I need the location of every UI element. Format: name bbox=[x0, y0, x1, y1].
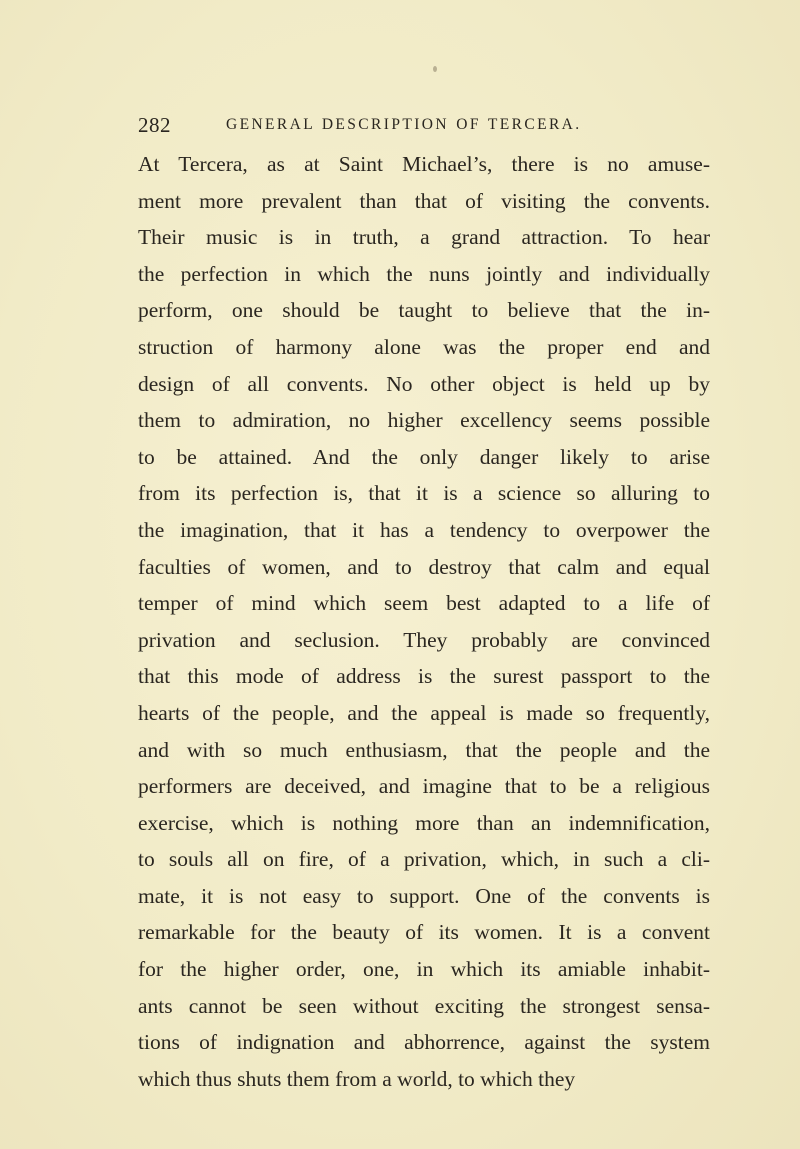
page-header bbox=[138, 113, 658, 143]
text-line: which thus shuts them from a world, to which they bbox=[138, 1066, 576, 1091]
text-line: At Tercera, as at Saint Michael’s, there is no amuse- bbox=[138, 152, 710, 176]
text-line: for the higher order, one, in which its amiable inhabit- bbox=[138, 957, 710, 982]
text-line: to souls all on fire, of a privation, which, in such a cli- bbox=[138, 847, 710, 872]
text-line: design of all convents. No other object is held up by bbox=[138, 371, 710, 396]
text-line: performers are deceived, and imagine that to be a religious bbox=[138, 774, 710, 799]
text-line: the perfection in which the nuns jointly and individually bbox=[138, 261, 710, 286]
text-line: remarkable for the beauty of its women. It is a convent bbox=[138, 920, 710, 945]
text-line: tions of indignation and abhorrence, against the system bbox=[138, 1030, 710, 1055]
text-line: from its perfection is, that it is a science so alluring to bbox=[138, 481, 710, 506]
text-line: mate, it is not easy to support. One of the convents is bbox=[138, 883, 710, 908]
text-line: privation and seclusion. They probably are convinced bbox=[138, 627, 710, 652]
text-line: ants cannot be seen without exciting the strongest sensa- bbox=[138, 993, 710, 1018]
text-line: hearts of the people, and the appeal is made so frequently, bbox=[138, 700, 710, 725]
running-head: GENERAL DESCRIPTION OF TERCERA. bbox=[226, 116, 582, 133]
text-line: perform, one should be taught to believe that the in- bbox=[138, 298, 710, 323]
text-line: ment more prevalent than that of visiting the convents. bbox=[138, 188, 710, 213]
text-line: them to admiration, no higher excellency seems possible bbox=[138, 408, 710, 433]
text-line: exercise, which is nothing more than an indemnification, bbox=[138, 810, 710, 835]
text-line: Their music is in truth, a grand attraction. To hear bbox=[138, 225, 710, 250]
text-line: to be attained. And the only danger likely to arise bbox=[138, 444, 710, 469]
text-line: faculties of women, and to destroy that calm and equal bbox=[138, 554, 710, 579]
text-line: the imagination, that it has a tendency to overpower the bbox=[138, 517, 710, 542]
text-line: temper of mind which seem best adapted to a life of bbox=[138, 591, 710, 616]
ink-speck bbox=[433, 66, 437, 72]
text-line: that this mode of address is the surest passport to the bbox=[138, 664, 710, 689]
body-text bbox=[138, 146, 710, 1097]
text-line: and with so much enthusiasm, that the people and the bbox=[138, 737, 710, 762]
text-line: struction of harmony alone was the proper end and bbox=[138, 334, 710, 359]
page-number: 282 bbox=[138, 113, 171, 137]
